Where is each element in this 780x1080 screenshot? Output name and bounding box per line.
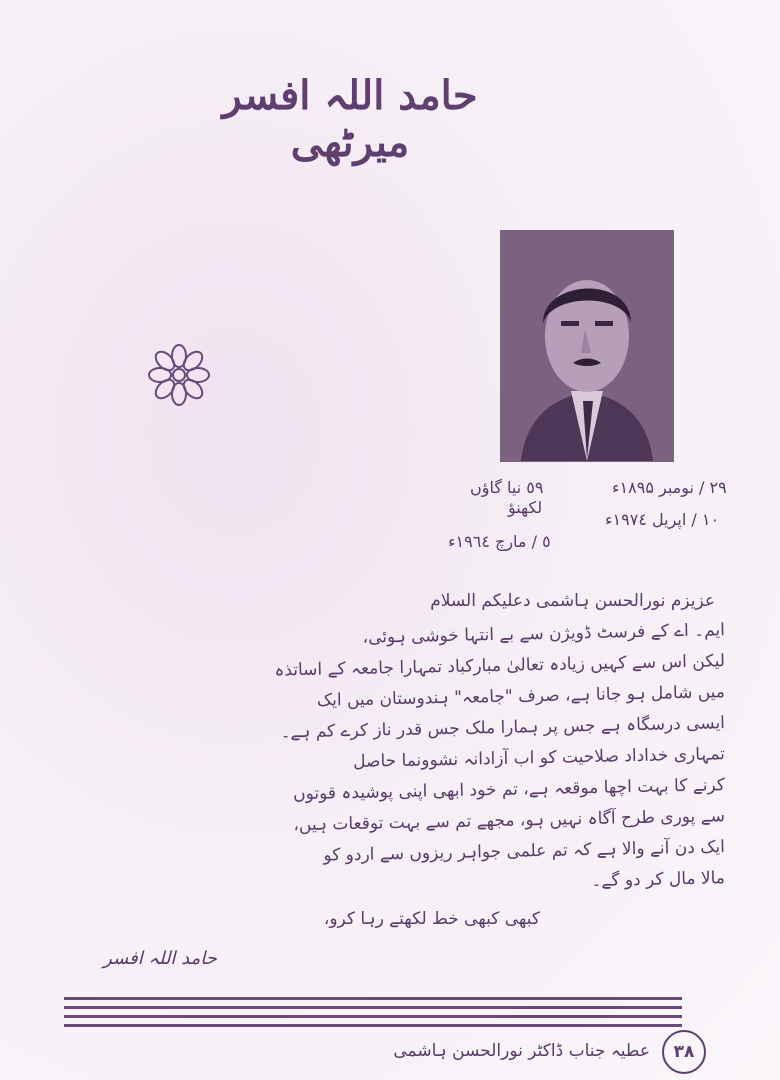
divider-line [64,1006,682,1009]
decorative-rules [64,995,682,1035]
page-credit: عطیہ جناب ڈاکٹر نورالحسن ہاشمی [393,1041,650,1061]
page-title: حامد اللہ افسر میرٹھی [222,72,478,166]
letter-line: سے پوری طرح آگاہ نہیں ہو، مجھے تم سے بہت توقعات ہیں، [293,806,726,836]
author-portrait-photo [500,230,674,462]
letter-closing: کبھی کبھی خط لکھتے رہا کرو، [323,909,540,929]
letter-line: مالا مال کر دو گے۔ [591,868,726,891]
letter-line: تمہاری خداداد صلاحیت کو اب آزادانہ نشوونما حاصل [352,744,726,772]
birth-date: ۲۹ / نومبر ۱۸۹۵ء [612,478,727,497]
letter-line: ایسی درسگاہ ہے جس پر ہمارا ملک جس قدر ناز کرے کم ہے۔ [280,713,726,743]
letter-line: کرنے کا بہت اچھا موقعہ ہے، تم خود ابھی اپنی پوشیدہ قوتوں [292,775,726,805]
letter-salutation: عزیزم نورالحسن ہاشمی دعلیکم السلام [430,591,715,611]
address-street: ٥٩ نیا گاؤں [470,478,544,497]
page-number: ۳۸ [662,1030,706,1074]
divider-line [64,997,682,1000]
divider-line [64,1024,682,1027]
letter-line: ایک دن آنے والا ہے کہ تم علمی جواہر ریزوں سے اردو کو [323,837,726,866]
address-city: لکھنؤ [508,498,543,517]
letter-line: ایم۔ اے کے فرسٹ ڈویژن سے بے انتہا خوشی ہوئی، [362,620,726,648]
letter-signature: حامد اللہ افسر [103,948,217,969]
death-date: ۱۰ / اپریل ۱۹۷٤ء [605,510,720,529]
letter-line: لیکن اس سے کہیں زیادہ تعالیٰ مبارکباد تمہارا جامعہ کے اساتذہ [274,651,726,681]
divider-line [64,1015,682,1018]
letter-line: میں شامل ہو جانا ہے، صرف "جامعہ" ہندوستان میں ایک [316,682,726,711]
letter-body [75,622,725,901]
flower-ornament-icon [146,342,212,408]
letter-date: ٥ / مارچ ۱۹٦٤ء [448,532,551,551]
